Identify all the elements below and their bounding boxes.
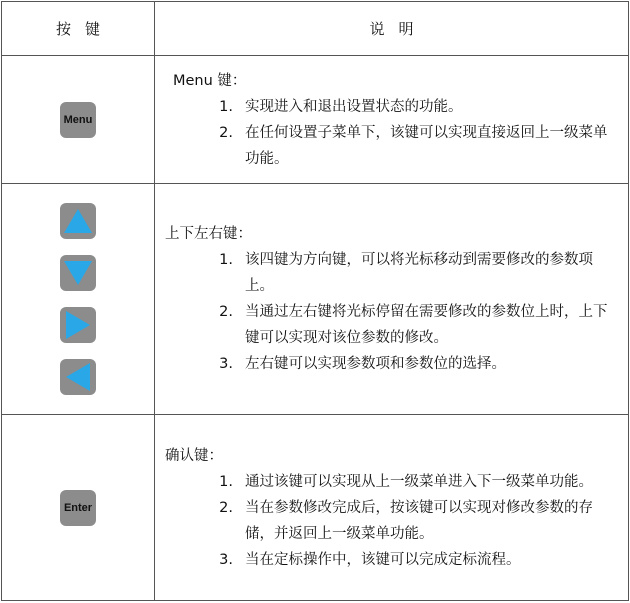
list-item: 2. 当通过左右键将光标停留在需要修改的参数位上时，上下键可以实现对该位参数的修改。 — [219, 304, 608, 346]
arrow-left-icon — [60, 359, 96, 395]
list-item: 2. 在任何设置子菜单下，该键可以实现直接返回上一级菜单功能。 — [219, 124, 608, 167]
desc-list — [165, 94, 628, 172]
key-cell-menu — [2, 56, 155, 184]
desc-list — [165, 469, 628, 573]
key-cell-arrows — [2, 184, 155, 415]
desc-list — [165, 247, 628, 377]
header-key: 按键 — [2, 2, 155, 56]
key-cell-enter — [2, 415, 155, 601]
table-row-enter — [2, 415, 629, 601]
desc-title: 确认键： — [165, 447, 223, 464]
table-row-menu — [2, 56, 629, 184]
desc-title: 上下左右键： — [165, 226, 252, 242]
key-description-table — [1, 1, 629, 601]
desc-cell-enter — [155, 415, 629, 601]
list-item: 3. 当在定标操作中，该键可以完成定标流程。 — [219, 551, 521, 568]
list-item: 1. 通过该键可以实现从上一级菜单进入下一级菜单功能。 — [219, 473, 593, 490]
desc-cell-arrows — [155, 184, 629, 415]
enter-key-icon: Enter — [60, 490, 96, 526]
list-item: 2. 当在参数修改完成后，按该键可以实现对修改参数的存储，并返回上一级菜单功能。 — [219, 499, 593, 542]
list-item: 3. 左右键可以实现参数项和参数位的选择。 — [219, 356, 506, 372]
menu-key-icon: Menu — [60, 102, 96, 138]
arrow-down-icon — [60, 255, 96, 291]
arrow-up-icon — [60, 203, 96, 239]
arrow-right-icon — [60, 307, 96, 343]
desc-cell-menu — [155, 56, 629, 184]
desc-title: Menu 键： — [173, 72, 247, 89]
list-item: 1. 实现进入和退出设置状态的功能。 — [219, 98, 463, 115]
table-header-row — [2, 2, 629, 56]
table-row-arrows — [2, 184, 629, 415]
list-item: 1. 该四键为方向键，可以将光标移动到需要修改的参数项上。 — [219, 252, 593, 294]
header-description: 说明 — [155, 2, 629, 56]
